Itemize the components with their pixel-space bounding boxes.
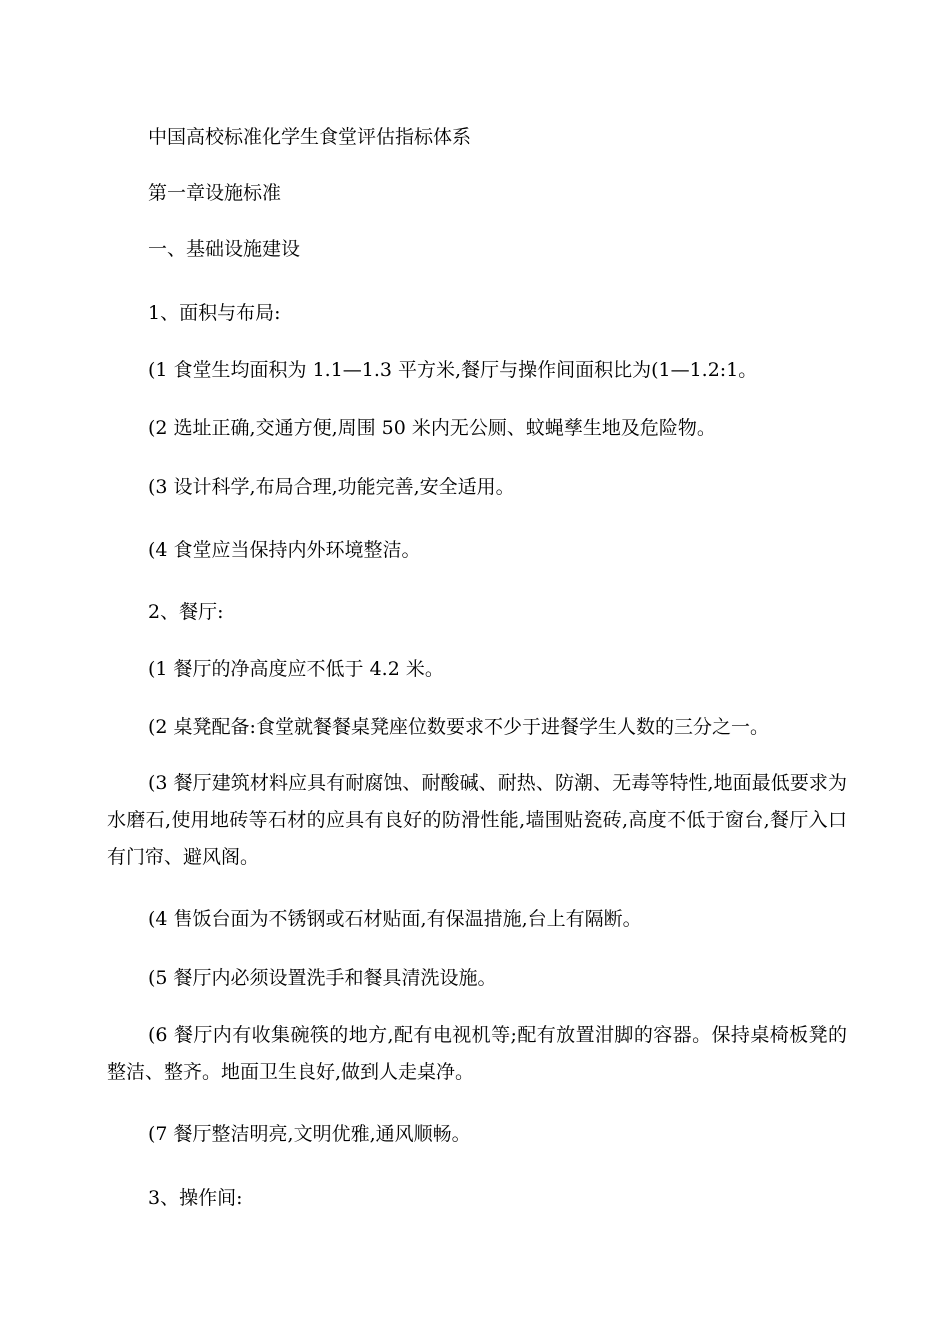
list-item: (4 食堂应当保持内外环境整洁。 [148,539,421,561]
section-heading: 一、基础设施建设 [148,238,301,260]
list-item: (3 设计科学,布局合理,功能完善,安全适用。 [148,476,515,498]
list-item-paragraph: (6 餐厅内有收集碗筷的地方,配有电视机等;配有放置泔脚的容器。保持桌椅板凳的整洁、整齐。地面卫生良好,做到人走桌净。 [107,1024,847,1083]
list-item: (7 餐厅整洁明亮,文明优雅,通风顺畅。 [148,1123,471,1145]
subsection-heading-area-layout: 1、面积与布局: [148,302,281,324]
list-item: (4 售饭台面为不锈钢或石材贴面,有保温措施,台上有隔断。 [148,908,642,930]
list-item: (2 选址正确,交通方便,周围 50 米内无公厕、蚊蝇孳生地及危险物。 [148,417,716,439]
list-item: (5 餐厅内必须设置洗手和餐具清洗设施。 [148,967,497,989]
list-item: (1 餐厅的净高度应不低于 4.2 米。 [148,658,444,680]
list-item: (2 桌凳配备:食堂就餐餐桌凳座位数要求不少于进餐学生人数的三分之一。 [148,716,769,738]
subsection-heading-dining-hall: 2、餐厅: [148,601,224,623]
document-title: 中国高校标准化学生食堂评估指标体系 [148,126,472,148]
list-item-paragraph: (3 餐厅建筑材料应具有耐腐蚀、耐酸碱、耐热、防潮、无毒等特性,地面最低要求为水磨石,使用地砖等石材的应具有良好的防滑性能,墙围贴瓷砖,高度不低于窗台,餐厅入口有门帘、避风阁。 [107,772,847,868]
list-item: (1 食堂生均面积为 1.1—1.3 平方米,餐厅与操作间面积比为(1—1.2:1。 [148,359,758,381]
subsection-heading-kitchen: 3、操作间: [148,1187,243,1209]
chapter-heading: 第一章设施标准 [148,182,282,204]
